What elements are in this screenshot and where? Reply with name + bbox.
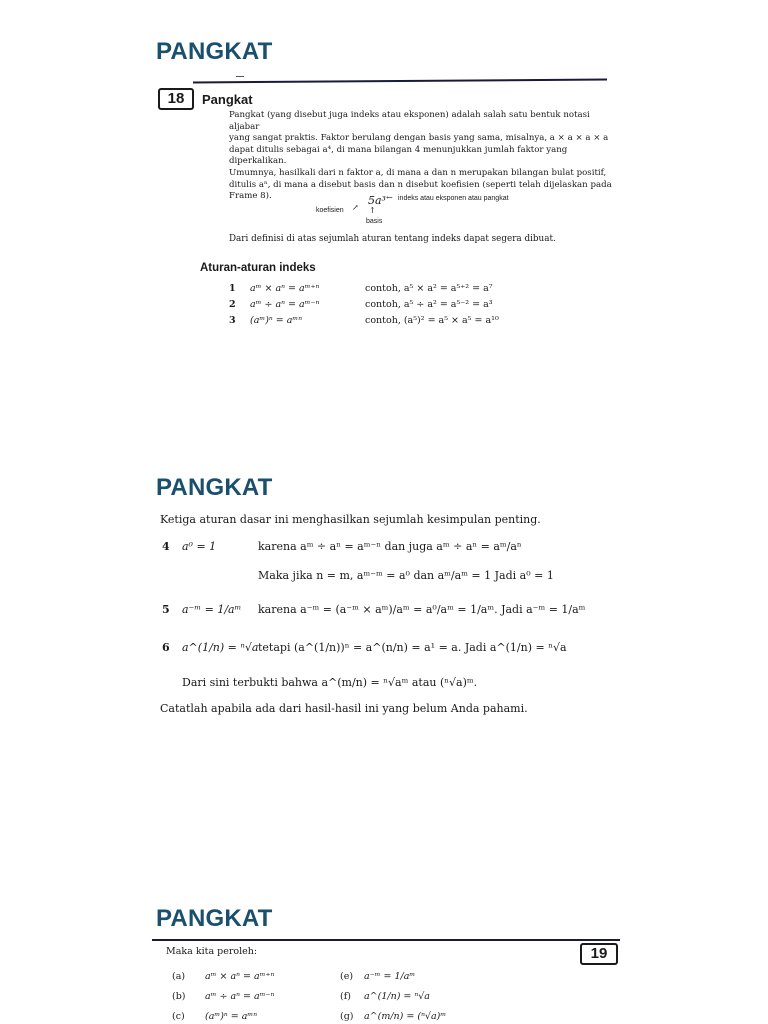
rules-heading: Aturan-aturan indeks (200, 262, 316, 274)
rule-formula: aᵐ ÷ aⁿ = aᵐ⁻ⁿ (250, 299, 320, 310)
item-number: 4 (162, 540, 170, 553)
conclusion-intro: Ketiga aturan dasar ini menghasilkan sejumlah kesimpulan penting. (160, 513, 541, 526)
item-text: Maka jika n = m, aᵐ⁻ᵐ = a⁰ dan aᵐ/aᵐ = 1 Jadi a⁰ = 1 (258, 569, 554, 582)
results-intro: Maka kita peroleh: (166, 946, 258, 957)
diagram-expression: 5a³ (368, 194, 386, 207)
intro-paragraph (229, 110, 613, 203)
diagram-basis-label: basis (366, 218, 383, 225)
para-line: ditulis aⁿ, di mana a disebut basis dan n disebut koefisien (seperti telah dijelaskan pada (229, 179, 612, 190)
note-line: Catatlah apabila ada dari hasil-hasil ini yang belum Anda pahami. (160, 702, 528, 715)
rule-formula: (aᵐ)ⁿ = aᵐⁿ (250, 315, 303, 326)
para-line: Umumnya, hasilkali dari n faktor a, di mana a dan n merupakan bilangan bulat positif, (229, 167, 607, 178)
result-formula: a^(1/n) = ⁿ√a (364, 991, 430, 1002)
slide-title-1: PANGKAT (156, 38, 273, 65)
item-lhs: a^(1/n) = ⁿ√a (182, 641, 259, 654)
result-label: (c) (172, 1011, 185, 1022)
scan-mark (236, 76, 244, 77)
item-lhs: a⁻ᵐ = 1/aᵐ (182, 603, 242, 616)
result-label: (g) (340, 1011, 354, 1022)
arrow-left-icon: ← (386, 193, 393, 202)
frame-number-badge: 18 (158, 88, 194, 110)
result-label: (f) (340, 991, 351, 1002)
arrow-right-icon: ↗ (352, 203, 359, 212)
frame-number-badge-2: 19 (580, 943, 618, 965)
para-line: yang sangat praktis. Faktor berulang dengan basis yang sama, misalnya, a × a × a × a (229, 133, 609, 144)
rule-example: contoh, a⁵ × a² = a⁵⁺² = a⁷ (365, 283, 493, 294)
result-label: (b) (172, 991, 186, 1002)
rule-example: contoh, (a⁵)² = a⁵ × a⁵ = a¹⁰ (365, 315, 499, 326)
result-formula: aᵐ ÷ aⁿ = aᵐ⁻ⁿ (205, 991, 275, 1002)
result-formula: a^(m/n) = (ⁿ√a)ᵐ (364, 1011, 447, 1022)
rule-number: 3 (229, 315, 236, 326)
item-number: 5 (162, 603, 170, 616)
para-line: dapat ditulis sebagai a⁴, di mana bilangan 4 menunjukkan jumlah faktor yang diperkalikan. (229, 144, 568, 167)
para-line: Pangkat (yang disebut juga indeks atau eksponen) adalah salah satu bentuk notasi aljabar (229, 110, 590, 132)
result-formula: aᵐ × aⁿ = aᵐ⁺ⁿ (205, 971, 275, 982)
result-label: (e) (340, 971, 354, 982)
result-formula: a⁻ᵐ = 1/aᵐ (364, 971, 416, 982)
rule-example: contoh, a⁵ ÷ a² = a⁵⁻² = a³ (365, 299, 493, 310)
item-text: karena a⁻ᵐ = (a⁻ᵐ × aᵐ)/aᵐ = a⁰/aᵐ = 1/aᵐ. Jadi a⁻ᵐ = 1/aᵐ (258, 603, 586, 616)
frame-top-rule (193, 79, 607, 84)
item-number: 6 (162, 641, 170, 654)
frame-title: Pangkat (202, 92, 253, 107)
result-label: (a) (172, 971, 186, 982)
slide-title-3: PANGKAT (156, 905, 273, 932)
diagram-koefisien-label: koefisien (316, 207, 344, 214)
para-line: Frame 8). (229, 191, 272, 202)
slide-title-2: PANGKAT (156, 474, 273, 501)
item-text: tetapi (a^(1/n))ⁿ = a^(n/n) = a¹ = a. Jadi a^(1/n) = ⁿ√a (258, 641, 567, 654)
arrow-up-icon: ↑ (369, 206, 376, 215)
result-formula: (aᵐ)ⁿ = aᵐⁿ (205, 1011, 258, 1022)
rule-formula: aᵐ × aⁿ = aᵐ⁺ⁿ (250, 283, 320, 294)
proof-line: Dari sini terbukti bahwa a^(m/n) = ⁿ√aᵐ atau (ⁿ√a)ᵐ. (182, 676, 478, 689)
item-text: karena aᵐ ÷ aⁿ = aᵐ⁻ⁿ dan juga aᵐ ÷ aⁿ = aᵐ/aⁿ (258, 540, 522, 553)
item-lhs: a⁰ = 1 (182, 540, 217, 553)
frame-top-rule-2 (152, 939, 620, 941)
rule-number: 2 (229, 299, 236, 310)
diagram-indeks-label: indeks atau eksponen atau pangkat (398, 195, 509, 202)
definition-line: Dari definisi di atas sejumlah aturan tentang indeks dapat segera dibuat. (229, 234, 556, 244)
rule-number: 1 (229, 283, 236, 294)
